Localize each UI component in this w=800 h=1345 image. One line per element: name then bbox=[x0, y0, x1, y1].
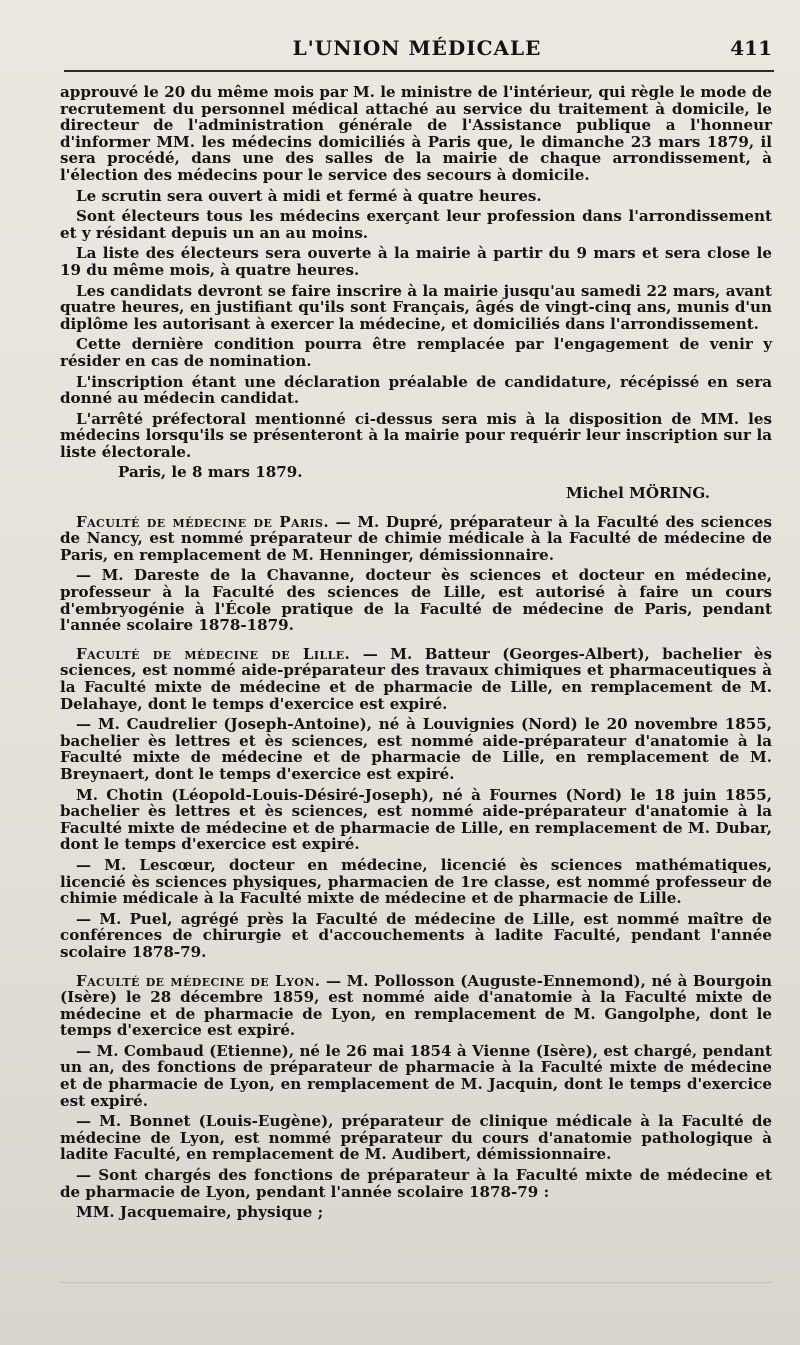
article-body bbox=[60, 84, 772, 1225]
section-text: — M. Bonnet (Louis-Eugène), préparateur de clinique médicale à la Faculté de médecine de Lyon, est nommé préparateur du cours d'anatomie pathologique à ladite Faculté, en remplacement de M. Audibert, démissionnaire. bbox=[60, 1112, 772, 1164]
paragraph: Les candidats devront se faire inscrire à la mairie jusqu'au samedi 22 mars, avant quatre heures, en justifiant qu'ils sont Français, âgés de vingt-cinq ans, munis d'un diplôme les autorisant à exercer la médecine, et domiciliés dans l'arrondissement. bbox=[60, 281, 772, 333]
page-header bbox=[62, 36, 772, 68]
section-entry bbox=[60, 973, 772, 1039]
paragraph: L'arrêté préfectoral mentionné ci-dessus sera mis à la disposition de MM. les médecins lorsqu'ils se présenteront à la mairie pour requérir leur inscription sur la liste électorale. bbox=[60, 409, 772, 461]
paragraph: Le scrutin sera ouvert à midi et fermé à quatre heures. bbox=[76, 186, 542, 205]
section-entry bbox=[60, 646, 772, 712]
section-entry bbox=[60, 514, 772, 564]
date-line: Paris, le 8 mars 1879. bbox=[118, 463, 303, 482]
last-line: MM. Jacquemaire, physique ; bbox=[76, 1203, 324, 1222]
section-text: — M. Batteur (Georges-Albert), bachelier ès sciences, est nommé aide-préparateur des travaux chimiques et pharmaceutiques à la Faculté mixte de médecine et de pharmacie de Lille, en remplacement de M. Delahaye, dont le temps d'exercice est expiré. bbox=[60, 644, 772, 713]
section-entry bbox=[60, 787, 772, 853]
section-text: — Sont chargés des fonctions de préparateur à la Faculté mixte de médecine et de pharmacie de Lyon, pendant l'année scolaire 1878-79 : bbox=[60, 1166, 772, 1201]
paragraph: approuvé le 20 du même mois par M. le ministre de l'intérieur, qui règle le mode de recrutement du personnel médical attaché au service du traitement à domicile, le directeur de l'administration générale de l'Assistance publique a l'honneur d'informer MM. les médecins domiciliés à Paris que, le dimanche 23 mars 1879, il sera procédé, dans une des salles de la mairie de chaque arrondissement, à l'élection des médecins pour le service des secours à domicile. bbox=[60, 83, 772, 184]
section-entry bbox=[60, 1167, 772, 1200]
section-text: — M. Pollosson (Auguste-Ennemond), né à Bourgoin (Isère) le 28 décembre 1859, est nommé aide d'anatomie à la Faculté mixte de médecine et de pharmacie de Lyon, en remplacement de M. Gangolphe, dont le temps d'exercice est expiré. bbox=[60, 971, 772, 1040]
section-entry bbox=[60, 716, 772, 782]
paragraph: L'inscription étant une déclaration préalable de candidature, récépissé en sera donné au médecin candidat. bbox=[60, 372, 772, 408]
section-heading: Faculté de médecine de Lille. bbox=[76, 644, 351, 663]
section-text: — M. Dupré, préparateur à la Faculté des sciences de Nancy, est nommé préparateur de chimie médicale à la Faculté de médecine de Paris, en remplacement de M. Henninger, démissionnaire. bbox=[60, 512, 772, 564]
header-rule bbox=[64, 70, 774, 72]
page-footer bbox=[60, 1282, 772, 1305]
section-heading: Faculté de médecine de Lyon. bbox=[76, 971, 321, 990]
section-entry bbox=[60, 567, 772, 633]
section-entry bbox=[60, 911, 772, 961]
section-text: — M. Dareste de la Chavanne, docteur ès sciences et docteur en médecine, professeur à la Faculté des sciences de Lille, est autorisé à faire un cours d'embryogénie à l'École pratique de la Faculté de médecine de Paris, pendant l'année scolaire 1878-1879. bbox=[60, 566, 772, 635]
paragraph: Sont électeurs tous les médecins exerçant leur profession dans l'arrondissement et y résidant depuis un an au moins. bbox=[60, 207, 772, 242]
section-entry bbox=[60, 857, 772, 907]
section-entry bbox=[60, 1113, 772, 1163]
section-text: — M. Caudrelier (Joseph-Antoine), né à Louvignies (Nord) le 20 novembre 1855, bachelier ès lettres et ès sciences, est nommé aide-préparateur d'anatomie à la Faculté mixte de médecine et de pharmacie de Lille, en remplacement de M. Breynaert, dont le temps d'exercice est expiré. bbox=[60, 715, 772, 783]
paragraph: La liste des électeurs sera ouverte à la mairie à partir du 9 mars et sera close le 19 du même mois, à quatre heures. bbox=[60, 244, 772, 279]
signature: Michel MÖRING. bbox=[565, 484, 710, 503]
section-text: — M. Puel, agrégé près la Faculté de médecine de Lille, est nommé maître de conférences de chirurgie et d'accouchements à ladite Faculté, pendant l'année scolaire 1878-79. bbox=[60, 909, 772, 961]
paragraph: Cette dernière condition pourra être remplacée par l'engagement de venir y résider en cas de nomination. bbox=[60, 335, 772, 370]
section-text: M. Chotin (Léopold-Louis-Désiré-Joseph), né à Fournes (Nord) le 18 juin 1855, bachelier ès lettres et ès sciences, est nommé aide-préparateur d'anatomie à la Faculté mixte de médecine et de pharmacie de Lille, en remplacement de M. Dubar, dont le temps d'exercice est expiré. bbox=[60, 785, 772, 854]
section-text: — M. Lescœur, docteur en médecine, licencié ès sciences mathématiques, licencié ès sciences physiques, pharmacien de 1re classe, est nommé professeur de chimie médicale à la Faculté mixte de médecine et de pharmacie de Lille. bbox=[60, 855, 772, 908]
section-heading: Faculté de médecine de Paris. bbox=[76, 512, 330, 531]
running-title: L'UNION MÉDICALE bbox=[292, 36, 542, 60]
section-entry bbox=[60, 1043, 772, 1109]
section-text: — M. Combaud (Etienne), né le 26 mai 1854 à Vienne (Isère), est chargé, pendant un an, des fonctions de préparateur de pharmacie à la Faculté mixte de médecine et de pharmacie de Lyon, en remplacement de M. Jacquin, dont le temps d'exercice est expiré. bbox=[60, 1041, 772, 1110]
page-number: 411 bbox=[730, 36, 772, 60]
